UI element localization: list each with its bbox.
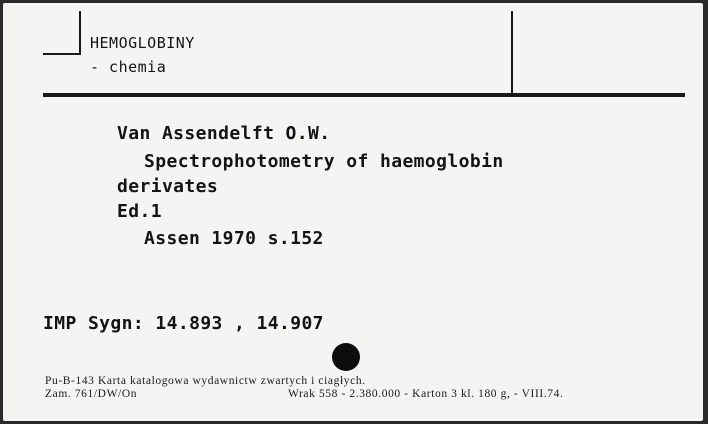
corner-mark-vertical — [79, 11, 81, 55]
catalog-card — [3, 3, 703, 421]
entry-title-line1: Spectrophotometry of haemoglobin — [144, 151, 504, 172]
entry-author: Van Assendelft O.W. — [117, 123, 331, 144]
footer-line1: Pu-B-143 Karta katalogowa wydawnictw zwartych i ciagłych. — [45, 375, 366, 387]
footer-order-number: Zam. 761/DW/On — [45, 388, 138, 400]
entry-imprint: Assen 1970 s.152 — [144, 228, 324, 249]
corner-mark-horizontal — [43, 53, 79, 55]
subject-subheading: - chemia — [90, 58, 167, 76]
footer-print-info: Wrak 558 - 2.380.000 - Karton 3 kl. 180 g, - VIII.74. — [288, 388, 564, 400]
punch-hole — [332, 343, 360, 371]
header-rule — [43, 93, 685, 97]
subject-heading: HEMOGLOBINY — [90, 34, 195, 52]
entry-title-line2: derivates — [117, 176, 219, 197]
call-number: IMP Sygn: 14.893 , 14.907 — [43, 313, 324, 334]
entry-edition: Ed.1 — [117, 201, 162, 222]
header-divider — [511, 11, 513, 93]
